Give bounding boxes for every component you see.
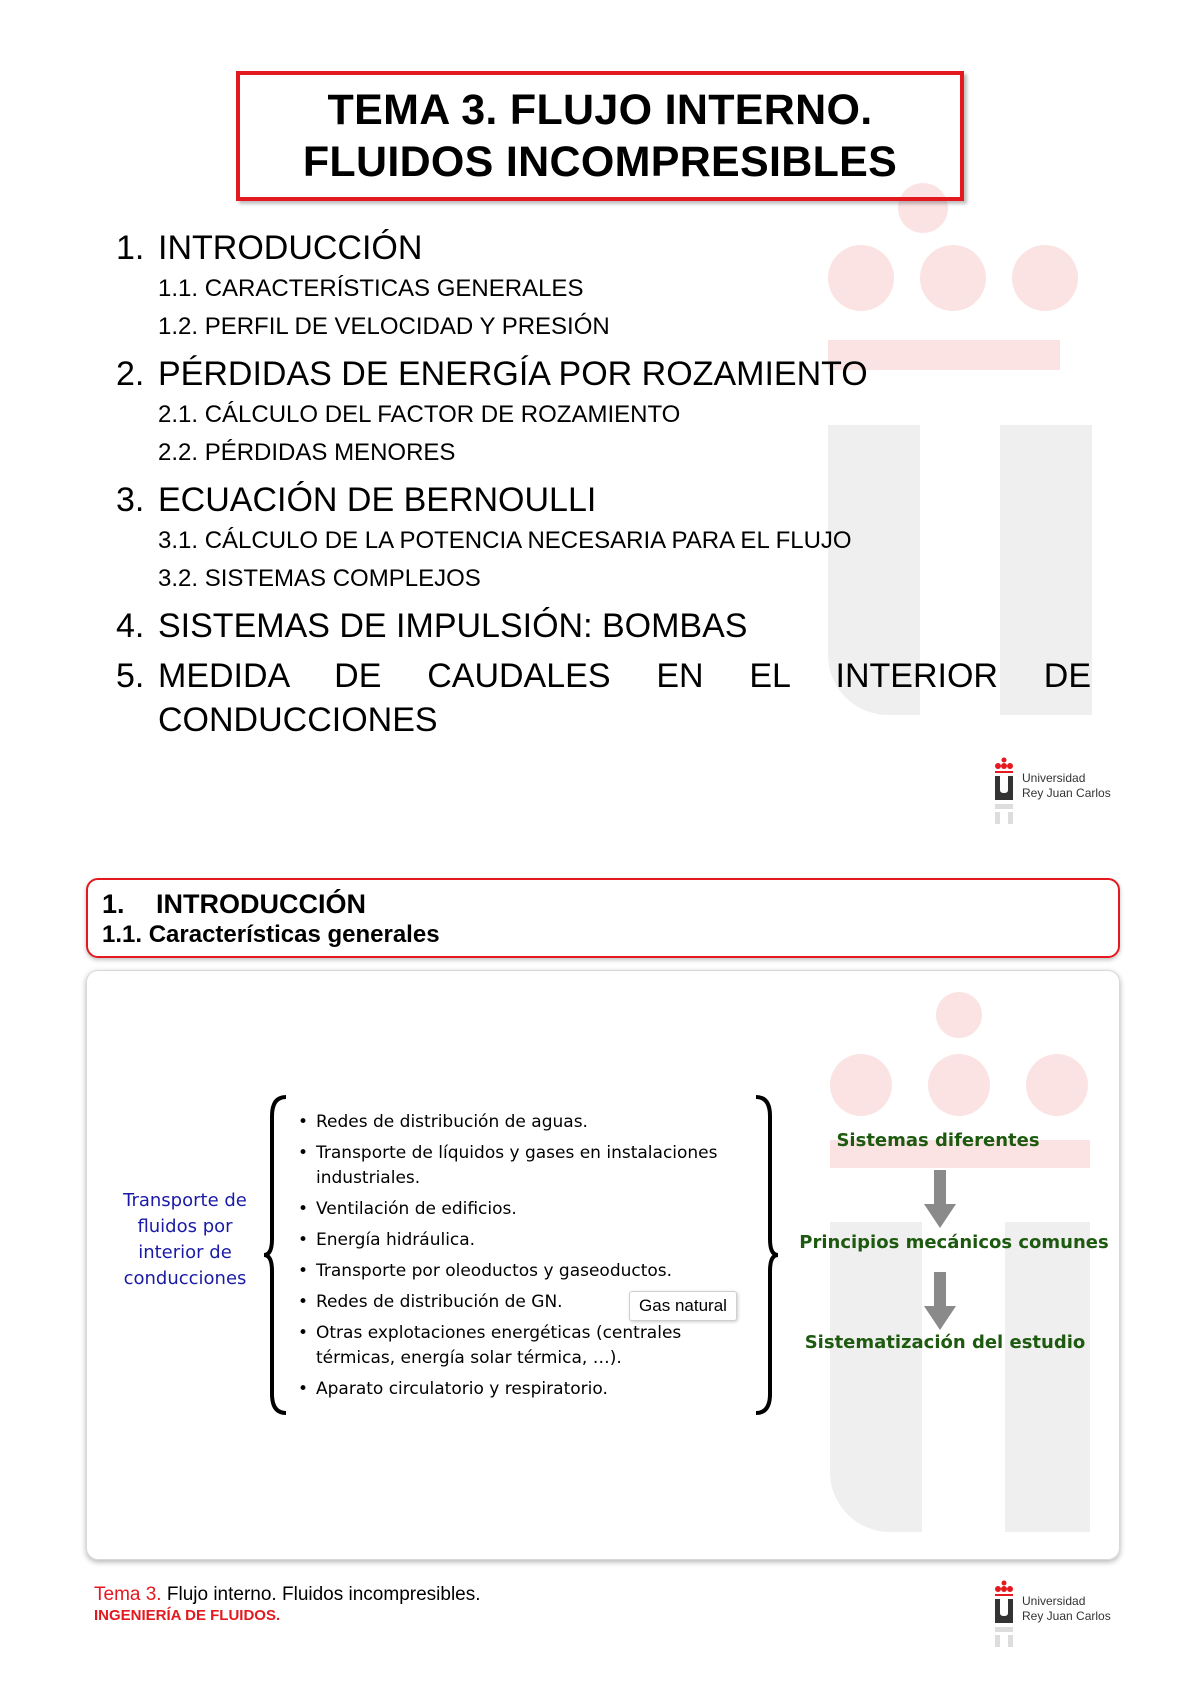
- list-item: • Ventilación de edificios.: [296, 1197, 736, 1222]
- toc-number: 1.: [116, 229, 145, 267]
- toc-number: 5.: [116, 657, 145, 695]
- toc-title: MEDIDA DE CAUDALES EN EL INTERIOR DE CONDUCCIONES: [158, 657, 1091, 739]
- title-line-1: TEMA 3. FLUJO INTERNO.: [327, 86, 873, 134]
- table-of-contents: [116, 220, 1091, 742]
- footer-tema-text: Flujo interno. Fluidos incompresibles.: [161, 1584, 481, 1605]
- list-item: • Aparato circulatorio y respiratorio.: [296, 1377, 736, 1402]
- section-title: INTRODUCCIÓN: [156, 889, 366, 919]
- logo-line-1: Universidad: [1022, 771, 1086, 785]
- logo-line-2: Rey Juan Carlos: [1022, 786, 1111, 800]
- section-subtitle: 1.1. Características generales: [102, 921, 440, 948]
- down-arrow-icon: [924, 1170, 956, 1230]
- bullet-list: [296, 1110, 736, 1408]
- title-line-2: FLUIDOS INCOMPRESIBLES: [302, 138, 898, 186]
- toc-number: 4.: [116, 607, 145, 645]
- flow-step-2: Principios mecánicos comunes: [799, 1232, 1109, 1253]
- down-arrow-icon: [924, 1272, 956, 1332]
- urjc-logo-icon: [990, 1580, 1018, 1650]
- toc-section-1: [116, 226, 1091, 270]
- university-logo: [990, 1580, 1120, 1660]
- footer-course: INGENIERÍA DE FLUIDOS.: [94, 1607, 281, 1624]
- left-brace: [262, 1094, 290, 1416]
- toc-title: SISTEMAS DE IMPULSIÓN: BOMBAS: [158, 607, 748, 645]
- urjc-logo-icon: [990, 757, 1018, 827]
- toc-section-5: [116, 654, 1091, 742]
- toc-number: 2.: [116, 355, 145, 393]
- toc-sub-item: 3.1. CÁLCULO DE LA POTENCIA NECESARIA PARA EL FLUJO: [158, 527, 852, 554]
- list-item: • Energía hidráulica.: [296, 1228, 736, 1253]
- gn-callout: Gas natural: [629, 1291, 737, 1321]
- flow-step-3: Sistematización del estudio: [804, 1332, 1086, 1353]
- list-item: • Redes de distribución de aguas.: [296, 1110, 736, 1135]
- list-item: • Transporte por oleoductos y gaseoductos.: [296, 1259, 736, 1284]
- toc-title: PÉRDIDAS DE ENERGÍA POR ROZAMIENTO: [158, 355, 868, 393]
- toc-sub-item: 1.1. CARACTERÍSTICAS GENERALES: [158, 275, 584, 302]
- right-brace: [752, 1094, 780, 1416]
- list-item: • Otras explotaciones energéticas (centrales térmicas, energía solar térmica, …).: [296, 1321, 736, 1371]
- toc-section-4: [116, 604, 1091, 648]
- logo-line-2: Rey Juan Carlos: [1022, 1609, 1111, 1623]
- toc-number: 3.: [116, 481, 145, 519]
- left-label: Transporte de fluidos por interior de conducciones: [123, 1190, 247, 1289]
- toc-title: INTRODUCCIÓN: [158, 229, 423, 267]
- footer-topic: [94, 1584, 481, 1606]
- toc-title: ECUACIÓN DE BERNOULLI: [158, 481, 597, 519]
- toc-section-2: [116, 352, 1091, 396]
- toc-sub-item: 2.1. CÁLCULO DEL FACTOR DE ROZAMIENTO: [158, 401, 681, 428]
- university-logo: [990, 757, 1120, 837]
- title-box: [236, 71, 964, 201]
- list-item: • Redes de distribución de GN.: [296, 1290, 736, 1315]
- logo-line-1: Universidad: [1022, 1594, 1086, 1608]
- footer-tema-label: Tema 3.: [94, 1584, 162, 1605]
- toc-sub-item: 2.2. PÉRDIDAS MENORES: [158, 439, 456, 466]
- section-header: [86, 878, 1120, 958]
- toc-sub-item: 1.2. PERFIL DE VELOCIDAD Y PRESIÓN: [158, 313, 610, 340]
- toc-section-3: [116, 478, 1091, 522]
- toc-sub-item: 3.2. SISTEMAS COMPLEJOS: [158, 565, 481, 592]
- list-item: • Transporte de líquidos y gases en instalaciones industriales.: [296, 1141, 736, 1191]
- section-number: 1.: [102, 889, 125, 919]
- flow-step-1: Sistemas diferentes: [836, 1130, 1040, 1151]
